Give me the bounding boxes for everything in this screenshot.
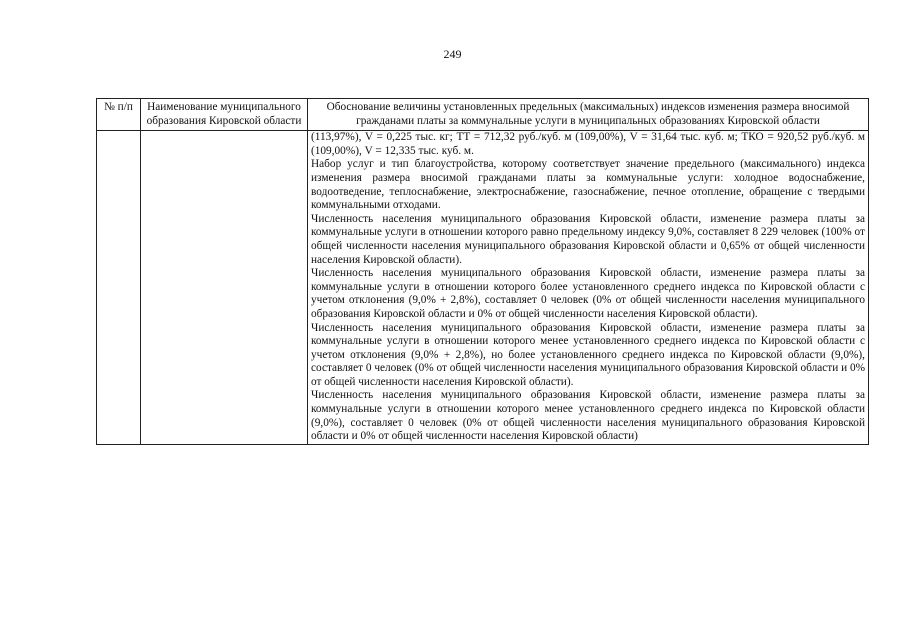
header-justification: Обоснование величины установленных предельных (максимальных) индексов изменения размера вносимой гражданами платы за коммунальные услуги в муниципальных образованиях Кировской области [308,99,869,131]
paragraph-tariffs: (113,97%), V = 0,225 тыс. кг; ТТ = 712,32 руб./куб. м (109,00%), V = 31,64 тыс. куб. м; ТКО = 920,52 руб./куб. м (109,00%), V = 12,335 тыс. куб. м. [311,131,865,157]
paragraph-population-above-index: Численность населения муниципального образования Кировской области, изменение размера платы за коммунальные услуги в отношении которого более установленного среднего индекса по Кировской области с учетом отклонения (9,0% + 2,8%), составляет 0 человек (0% от общей численности населения муниципального образования Кировской области и 0% от общей численности населения Кировской области). [311,267,865,320]
row-justification-cell [308,131,869,445]
paragraph-population-equal-index: Численность населения муниципального образования Кировской области, изменение размера платы за коммунальные услуги в отношении которого равно предельному индексу 9,0%, составляет 8 229 человек (100% от общей численности населения муниципального образования Кировской области и 0,65% от общей численности населения Кировской области). [311,212,865,266]
row-municipality-cell [141,131,308,445]
paragraph-population-below-index: Численность населения муниципального образования Кировской области, изменение размера платы за коммунальные услуги в отношении которого менее установленного среднего индекса по Кировской области (9,0%), составляет 0 человек (0% от общей численности населения муниципального образования Кировской области и 0% от общей численности населения Кировской области) [311,389,865,443]
header-municipality: Наименование муниципального образования Кировской области [141,99,308,131]
header-number: № п/п [97,99,141,131]
row-number-cell [97,131,141,445]
table-row [97,131,869,445]
page-number: 249 [443,47,462,61]
paragraph-services-set: Набор услуг и тип благоустройства, которому соответствует значение предельного (максимального) индекса изменения размера вносимой гражданами платы за коммунальные услуги: холодное водоснабжение, водоотведение, теплоснабжение, электроснабжение, газоснабжение, печное отопление, обращение с твердыми коммунальными отходами. [311,158,865,212]
table-header-row [97,99,869,131]
justification-table [96,98,869,445]
paragraph-population-between-index: Численность населения муниципального образования Кировской области, изменение размера платы за коммунальные услуги в отношении которого менее установленного среднего индекса по Кировской области с учетом отклонения (9,0% + 2,8%), но более установленного среднего индекса по Кировской области (9,0%), составляет 0 человек (0% от общей численности населения муниципального образования Кировской области и 0% от общей численности населения Кировской области). [311,321,865,388]
